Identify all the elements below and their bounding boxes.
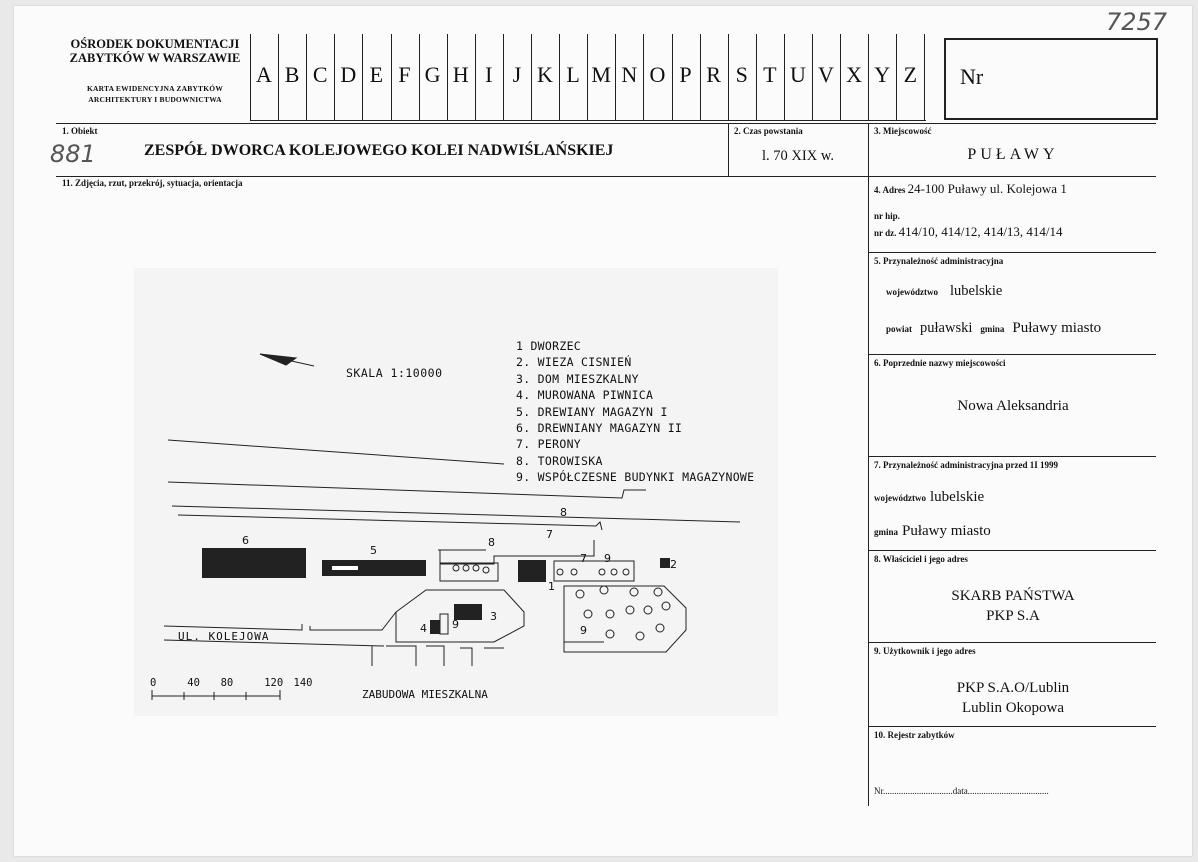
- marker-6: 6: [242, 534, 249, 547]
- nr-label: Nr: [960, 64, 984, 89]
- handwritten-id: 7257: [1106, 8, 1168, 36]
- legend-item: 8. TOROWISKA: [516, 453, 603, 468]
- nr-hip-label: nr hip.: [874, 211, 900, 221]
- uzytkownik-label: 9. Użytkownik i jego adres: [874, 646, 976, 656]
- header-bottom-line: [250, 120, 926, 121]
- legend-item: 3. DOM MIESZKALNY: [516, 371, 639, 386]
- scale-bar: [152, 690, 280, 700]
- marker-7b: 7: [580, 552, 587, 565]
- marker-2: 2: [670, 558, 677, 571]
- index-letter: P: [679, 62, 692, 87]
- institution-line1: OŚRODEK DOKUMENTACJI: [70, 37, 240, 51]
- scale-ticks: [150, 677, 313, 689]
- powiat-value: puławski: [920, 320, 973, 336]
- gmina-label: gmina: [980, 324, 1005, 334]
- tree-symbols: [453, 565, 670, 640]
- nr-dz-value: 414/10, 414/12, 414/13, 414/14: [898, 224, 1063, 239]
- przynaleznosc-woj: [886, 282, 1002, 300]
- przed-woj: [874, 488, 984, 506]
- scale-tick: 140: [293, 677, 313, 689]
- index-letter: Z: [903, 62, 918, 87]
- building-9a: [440, 614, 448, 634]
- marker-4: 4: [420, 622, 427, 635]
- map-legend: [516, 338, 754, 486]
- row1-top-line: [56, 123, 1156, 124]
- index-letter: K: [537, 62, 553, 87]
- legend-item: 9. WSPÓŁCZESNE BUDYNKI MAGAZYNOWE: [516, 470, 755, 485]
- uzytkownik-line2: Lublin Okopowa: [961, 700, 1065, 716]
- wlasciciel-label: 8. Właściciel i jego adres: [874, 554, 968, 564]
- track-line-4: [178, 515, 602, 530]
- legend-item: 7. PERONY: [516, 437, 582, 452]
- wlasciciel-line2: PKP S.A: [986, 608, 1040, 624]
- miejscowosc-label: 3. Miejscowość: [874, 126, 932, 136]
- index-divider: [924, 34, 925, 120]
- woj-value: lubelskie: [950, 283, 1003, 299]
- index-letter: L: [566, 62, 580, 87]
- scale-label: SKALA 1:10000: [346, 366, 443, 380]
- poprzednie-label: 6. Poprzednie nazwy miejscowości: [874, 358, 1006, 368]
- platform-outline: [440, 540, 594, 564]
- przed-gmina-label: gmina: [874, 527, 899, 537]
- adres-label: [874, 181, 1067, 197]
- woj-label: województwo: [886, 287, 938, 297]
- card-type-line2: ARCHITEKTURY I BUDOWNICTWA: [88, 95, 222, 104]
- marker-1: 1: [548, 580, 555, 593]
- miejscowosc-value: PUŁAWY: [967, 146, 1059, 163]
- index-letter: O: [649, 62, 666, 87]
- site-plan-drawing: [134, 268, 778, 716]
- index-letter: H: [452, 62, 469, 87]
- index-letter: J: [512, 62, 522, 87]
- row4-bottom-line: [868, 252, 1156, 253]
- row5-bottom-line: [868, 354, 1156, 355]
- north-arrow-head: [260, 354, 296, 365]
- adres-value: 24-100 Puławy ul. Kolejowa 1: [907, 181, 1067, 196]
- row9-bottom-line: [868, 726, 1156, 727]
- adres-label-text: 4. Adres: [874, 185, 906, 195]
- przynaleznosc-label: 5. Przynależność administracyjna: [874, 256, 1004, 266]
- uzytkownik-line1: PKP S.A.O/Lublin: [956, 680, 1070, 696]
- registry-card: [14, 6, 1192, 856]
- building-2: [660, 558, 670, 568]
- legend-item: 2. WIEZA CISNIEŃ: [516, 355, 632, 370]
- marker-8b: 8: [488, 536, 495, 549]
- street-label: UL. KOLEJOWA: [178, 630, 270, 643]
- index-letter: C: [312, 62, 328, 87]
- row6-bottom-line: [868, 456, 1156, 457]
- site-plan: [134, 268, 778, 716]
- card-type: [62, 83, 248, 105]
- wlasciciel-line1: SKARB PAŃSTWA: [951, 588, 1075, 604]
- index-letter: V: [818, 62, 834, 87]
- scale-tick: 0: [150, 677, 157, 689]
- przed-woj-label: województwo: [874, 493, 926, 503]
- row7-bottom-line: [868, 550, 1156, 551]
- przynaleznosc-powiat: [886, 319, 1101, 337]
- index-letter: M: [591, 62, 611, 87]
- marker-9b: 9: [452, 618, 459, 631]
- marker-5: 5: [370, 544, 377, 557]
- index-letter: T: [763, 62, 777, 87]
- outline-8: [440, 563, 498, 581]
- track-line-3: [172, 506, 740, 522]
- card-type-line1: KARTA EWIDENCYJNA ZABYTKÓW: [86, 84, 224, 93]
- poprzednie-value: Nowa Aleksandria: [957, 398, 1069, 414]
- marker-3: 3: [490, 610, 497, 623]
- index-letter: Y: [874, 62, 891, 87]
- marker-9a: 9: [604, 552, 611, 565]
- obiekt-handwritten: 881: [50, 140, 96, 168]
- index-letter: R: [706, 62, 721, 87]
- outline-7: [554, 561, 634, 581]
- index-letter: X: [846, 62, 863, 87]
- scale-tick: 80: [220, 677, 234, 689]
- czas-value: l. 70 XIX w.: [762, 148, 834, 164]
- nr-dz: [874, 224, 1063, 240]
- scale-tick: 40: [187, 677, 200, 689]
- index-letter: D: [340, 62, 357, 87]
- marker-9c: 9: [580, 624, 587, 637]
- czas-label: 2. Czas powstania: [734, 126, 803, 136]
- institution-line2: ZABYTKÓW W WARSZAWIE: [69, 51, 241, 65]
- przed-gmina-value: Puławy miasto: [902, 523, 991, 539]
- row1-bottom-line: [56, 176, 1156, 177]
- residential-label: ZABUDOWA MIESZKALNA: [362, 688, 488, 701]
- index-letter: F: [398, 62, 411, 87]
- przed-gmina: [874, 522, 991, 540]
- powiat-label: powiat: [886, 324, 913, 334]
- obiekt-label: 1. Obiekt: [62, 126, 98, 136]
- legend-item: 1 DWORZEC: [516, 339, 582, 353]
- przed-woj-value: lubelskie: [930, 489, 985, 505]
- nr-box: [944, 38, 1158, 120]
- institution-name: [62, 37, 248, 65]
- index-letter: B: [284, 62, 300, 87]
- index-letter: U: [789, 62, 806, 87]
- rejestr-label: 10. Rejestr zabytków: [874, 730, 955, 740]
- scale-tick: 120: [264, 677, 284, 689]
- gmina-value: Puławy miasto: [1012, 320, 1102, 336]
- row8-bottom-line: [868, 642, 1156, 643]
- index-letter: G: [424, 62, 441, 87]
- marker-7a: 7: [546, 528, 553, 541]
- marker-8: 8: [560, 506, 567, 519]
- index-letter: I: [485, 62, 493, 87]
- legend-item: 5. DREWIANY MAGAZYN I: [516, 404, 668, 419]
- legend-item: 4. MUROWANA PIWNICA: [516, 388, 654, 403]
- rejestr-nr: Nr...............................data....................................: [874, 786, 1049, 796]
- building-4: [430, 620, 440, 634]
- obiekt-value: ZESPÓŁ DWORCA KOLEJOWEGO KOLEI NADWIŚLAŃSKIEJ: [144, 142, 614, 159]
- przed-label: 7. Przynależność administracyjna przed 1I 1999: [874, 460, 1058, 470]
- building-6: [202, 548, 306, 578]
- nr-dz-label: nr dz.: [874, 228, 897, 238]
- index-letter: E: [369, 62, 384, 87]
- track-line-1: [168, 440, 504, 464]
- zdjecia-label: 11. Zdjęcia, rzut, przekrój, sytuacja, orientacja: [62, 178, 243, 188]
- index-letter: N: [621, 62, 638, 87]
- index-letter: S: [735, 62, 748, 87]
- building-1: [518, 560, 546, 582]
- legend-item: 6. DREWNIANY MAGAZYN II: [516, 421, 683, 436]
- index-letter: A: [256, 62, 272, 87]
